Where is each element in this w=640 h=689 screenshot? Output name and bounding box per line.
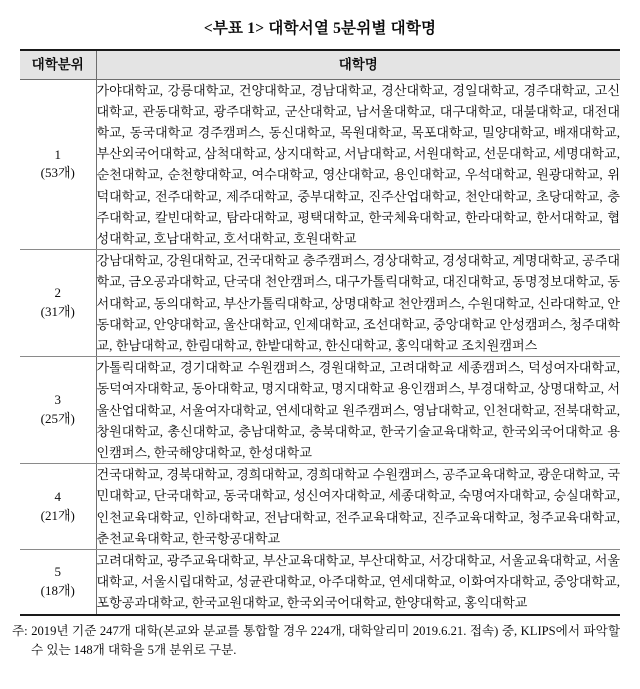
university-names-cell: 고려대학교, 광주교육대학교, 부산교육대학교, 부산대학교, 서강대학교, 서울교육대학교, 서울대학교, 서울시립대학교, 성균관대학교, 아주대학교, 연세대학교, 이화여자대학교, 중앙대학교, 포항공과대학교, 한국교원대학교, 한국외국어대학교, 한양대학교, 홍익대학교 bbox=[96, 553, 620, 611]
university-names-cell: 강남대학교, 강원대학교, 건국대학교 충주캠퍼스, 경상대학교, 경성대학교, 계명대학교, 공주대학교, 금오공과대학교, 단국대 천안캠퍼스, 대구가톨릭대학교, 대진대학교, 동명정보대학교, 동서대학교, 동의대학교, 부산가톨릭대학교, 상명대학교 천안캠퍼스, 수원대학교, 신라대학교, 안동대학교, 안양대학교, 울산대학교, 인제대학교, 조선대학교, 중앙대학교 안성캠퍼스, 청주대학교, 한남대학교, 한림대학교, 한밭대학교, 한신대학교, 홍익대학교 조치원캠퍼스 bbox=[96, 250, 620, 357]
university-names-cell: 가야대학교, 강릉대학교, 건양대학교, 경남대학교, 경산대학교, 경일대학교, 경주대학교, 고신대학교, 관동대학교, 광주대학교, 군산대학교, 남서울대학교, 대구대학교, 대불대학교, 대전대학교, 동국대학교 경주캠퍼스, 동신대학교, 목원대학교, 목포대학교, 밀양대학교, 배재대학교, 부산외국어대학교, 삼척대학교, 상지대학교, 서남대학교, 서원대학교, 선문대학교, 세명대학교, 순천대학교, 순천향대학교, 여수대학교, 영산대학교, 용인대학교, 우석대학교, 원광대학교, 위덕대학교, 전주대학교, 제주대학교, 중부대학교, 진주산업대학교, 천안대학교, 초당대학교, 충주대학교, 칼빈대학교, 탐라대학교, 평택대학교, 한국체육대학교, 한라대학교, 한서대학교, 협성대학교, 호남대학교, 호서대학교, 호원대학교 bbox=[96, 79, 620, 250]
quintile-cell bbox=[20, 550, 96, 615]
table-header bbox=[20, 50, 620, 80]
quintile-cell bbox=[20, 357, 96, 464]
quintile-number: 5 bbox=[54, 564, 61, 580]
table-row bbox=[20, 250, 620, 357]
quintile-number: 4 bbox=[54, 488, 61, 504]
footnote-label: 주: bbox=[12, 623, 28, 638]
quintile-number: 1 bbox=[54, 146, 61, 162]
table-body bbox=[20, 79, 620, 615]
table-container bbox=[20, 49, 620, 616]
footnote-body: 2019년 기준 247개 대학(본교와 분교를 통합할 경우 224개, 대학알리미 2019.6.21. 접속) 중, KLIPS에서 파악할 수 있는 148개 대학을 5개 분위로 구분. bbox=[31, 623, 621, 657]
footnote-text bbox=[12, 622, 620, 660]
column-header-university-names: 대학명 bbox=[96, 50, 620, 80]
university-quintile-table bbox=[20, 49, 620, 616]
quintile-count: (21개) bbox=[40, 507, 75, 523]
quintile-count: (18개) bbox=[40, 582, 75, 598]
quintile-number: 3 bbox=[54, 392, 61, 408]
university-names-cell: 건국대학교, 경북대학교, 경희대학교, 경희대학교 수원캠퍼스, 공주교육대학교, 광운대학교, 국민대학교, 단국대학교, 동국대학교, 성신여자대학교, 세종대학교, 숙명여자대학교, 숭실대학교, 인천교육대학교, 인하대학교, 전남대학교, 전주교육대학교, 진주교육대학교, 청주교육대학교, 춘천교육대학교, 한국항공대학교 bbox=[96, 464, 620, 550]
table-footnote bbox=[12, 622, 620, 660]
table-row bbox=[20, 550, 620, 615]
table-header-row bbox=[20, 50, 620, 80]
quintile-cell bbox=[20, 250, 96, 357]
quintile-count: (53개) bbox=[40, 165, 75, 181]
table-row bbox=[20, 357, 620, 464]
quintile-cell bbox=[20, 79, 96, 250]
university-names-cell: 가톨릭대학교, 경기대학교 수원캠퍼스, 경원대학교, 고려대학교 세종캠퍼스, 덕성여자대학교, 동덕여자대학교, 동아대학교, 명지대학교, 명지대학교 용인캠퍼스, 부경대학교, 상명대학교, 서울산업대학교, 서울여자대학교, 연세대학교 원주캠퍼스, 영남대학교, 인천대학교, 전북대학교, 창원대학교, 총신대학교, 충남대학교, 충북대학교, 한국기술교육대학교, 한국외국어대학교 용인캠퍼스, 한국해양대학교, 한성대학교 bbox=[96, 357, 620, 464]
quintile-cell bbox=[20, 464, 96, 550]
quintile-count: (31개) bbox=[40, 304, 75, 320]
quintile-number: 2 bbox=[54, 285, 61, 301]
table-title: <부표 1> 대학서열 5분위별 대학명 bbox=[203, 20, 437, 37]
column-header-quintile: 대학분위 bbox=[20, 50, 96, 80]
quintile-count: (25개) bbox=[40, 411, 75, 427]
table-row bbox=[20, 464, 620, 550]
table-row bbox=[20, 79, 620, 250]
